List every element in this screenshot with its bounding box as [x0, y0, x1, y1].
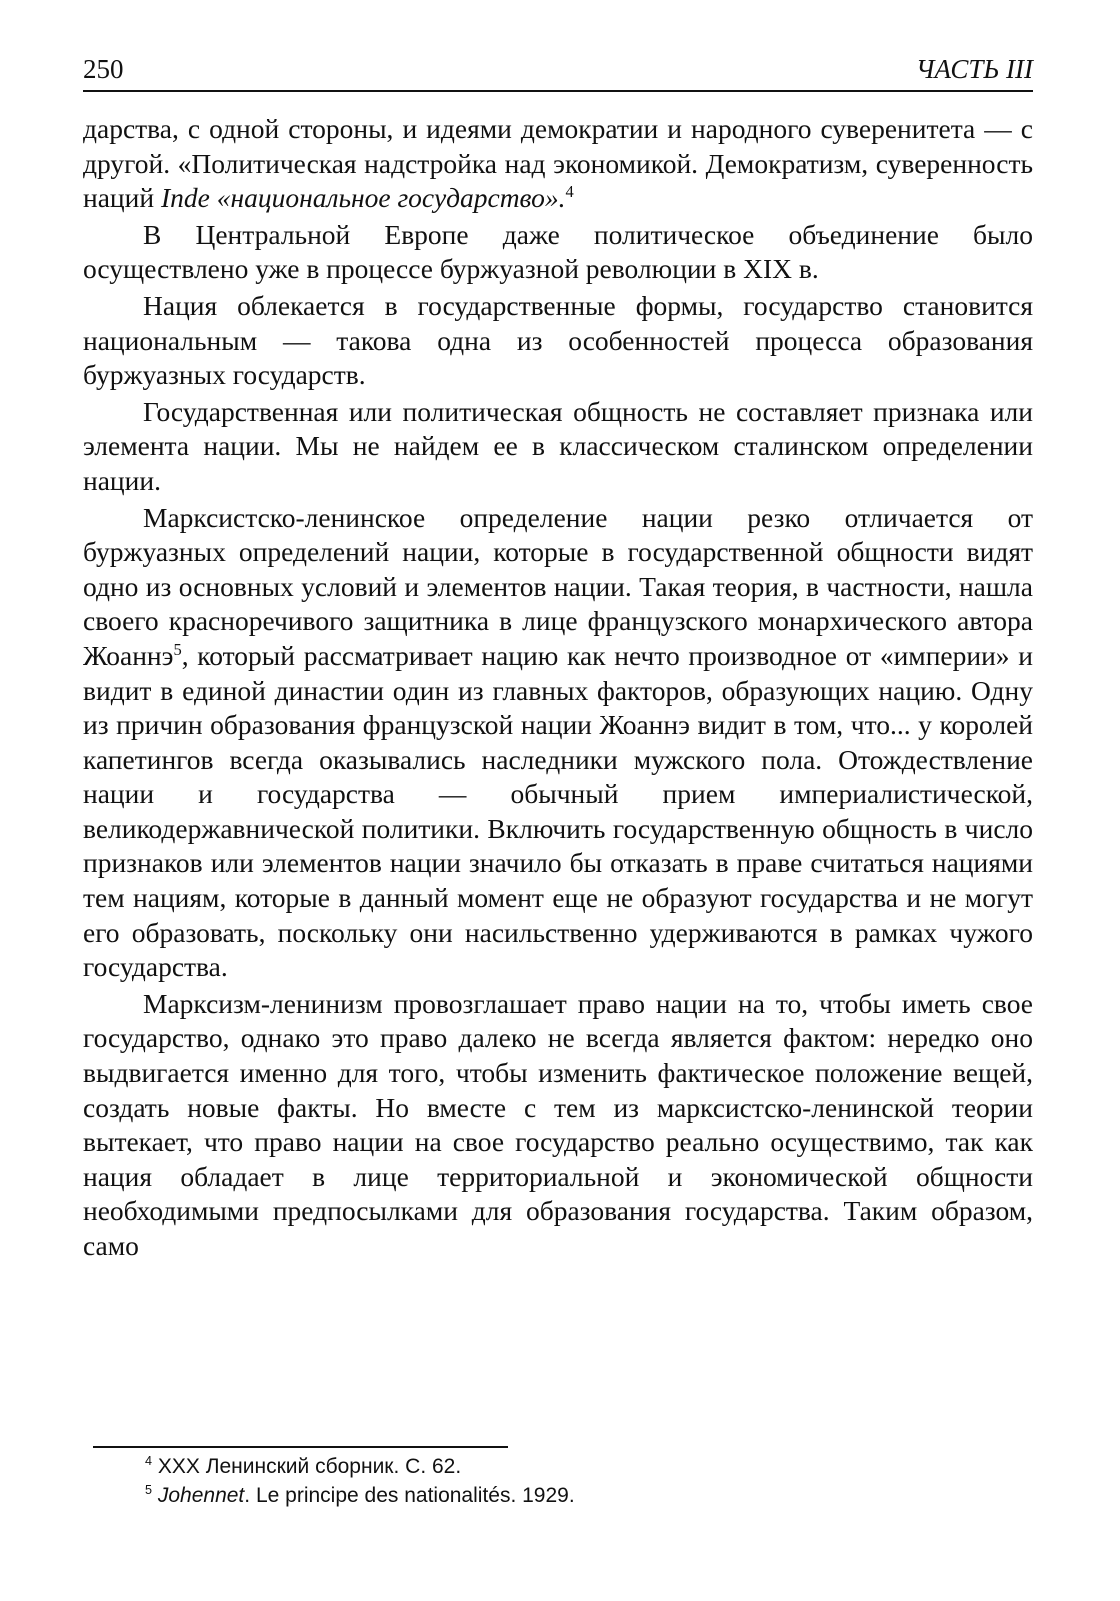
- footnote-5: [145, 1481, 1025, 1510]
- header-rule: [83, 90, 1033, 92]
- page-number: 250: [83, 54, 124, 84]
- book-page: [83, 50, 1033, 1590]
- body-text: [83, 112, 1033, 1264]
- footnote-text: XXX Ленинский сборник. С. 62.: [157, 1455, 462, 1478]
- footnote-ref-5[interactable]: 5: [173, 639, 182, 659]
- footnote-4: [145, 1452, 1025, 1481]
- paragraph-4: Государственная или политическая общность не составляет признака или элемента нации. Мы не найдем ее в классическом сталинском определении нации.: [83, 395, 1033, 496]
- footnotes: [145, 1452, 1025, 1510]
- paragraph-1: [83, 112, 1033, 216]
- paragraph-2: В Центральной Европе даже политическое объединение было осуществлено уже в процессе буржуазной революции в XIX в.: [83, 218, 1033, 285]
- paragraph-6: Марксизм-ленинизм провозглашает право нации на то, чтобы иметь свое государство, однако это право далеко не всегда является фактом: нередко оно выдвигается именно для того, чтобы изменить фактическое положение вещей, создать новые факты. Но вместе с тем из марксистско-ленинской теории вытекает, что право нации на свое государство реально осуществимо, так как нация обладает в лице территориальной и экономической общности необходимыми предпосылками для образования государства. Таким образом, само: [83, 987, 1033, 1261]
- footnote-marker: 4: [145, 1454, 153, 1468]
- running-head: ЧАСТЬ III: [915, 54, 1033, 84]
- page-header: [83, 50, 1033, 90]
- footnote-text: . Le principe des nationalités. 1929.: [244, 1484, 575, 1507]
- paragraph-5-text: Марксистско-ленинское определение нации резко отличается от буржуазных определений нации, которые в государственной общности видят одно из основных условий и элементов нации. Такая теория, в частности, нашла своего красноречивого защитника в лице французского монархического автора Жоаннэ: [83, 501, 1033, 671]
- paragraph-5: [83, 501, 1033, 985]
- paragraph-3: Нация облекается в государственные формы, государство становится национальным — такова одна из особенностей процесса образования буржуазных государств.: [83, 289, 1033, 391]
- footnote-ref-4[interactable]: 4: [565, 182, 574, 202]
- footnote-rule: [93, 1446, 508, 1448]
- footnote-marker: 5: [145, 1483, 153, 1497]
- quote-italic: Inde «национальное государство».: [160, 182, 566, 214]
- paragraph-5-text-cont: , который рассматривает нацию как нечто производное от «империи» и видит в единой династии один из главных факторов, образующих нацию. Одну из причин образования французской нации Жоаннэ видит в том, что... у королей капетингов всегда оказывались наследники мужского пола. Отождествление нации и государства — обычный прием империалистической, великодержавнической политики. Включить государственную общность в число признаков или элементов нации значило бы отказать в праве считаться нациями тем нациям, которые в данный момент еще не образуют государства и не могут его образовать, поскольку они насильственно удерживаются в рамках чужого государства.: [83, 639, 1033, 983]
- footnote-author: Johennet: [157, 1484, 245, 1507]
- paragraph-1-text: дарства, с одной стороны, и идеями демократии и народного суверенитета — с другой. «Политическая надстройка над экономикой. Демократизм, суверенность наций: [83, 113, 1033, 214]
